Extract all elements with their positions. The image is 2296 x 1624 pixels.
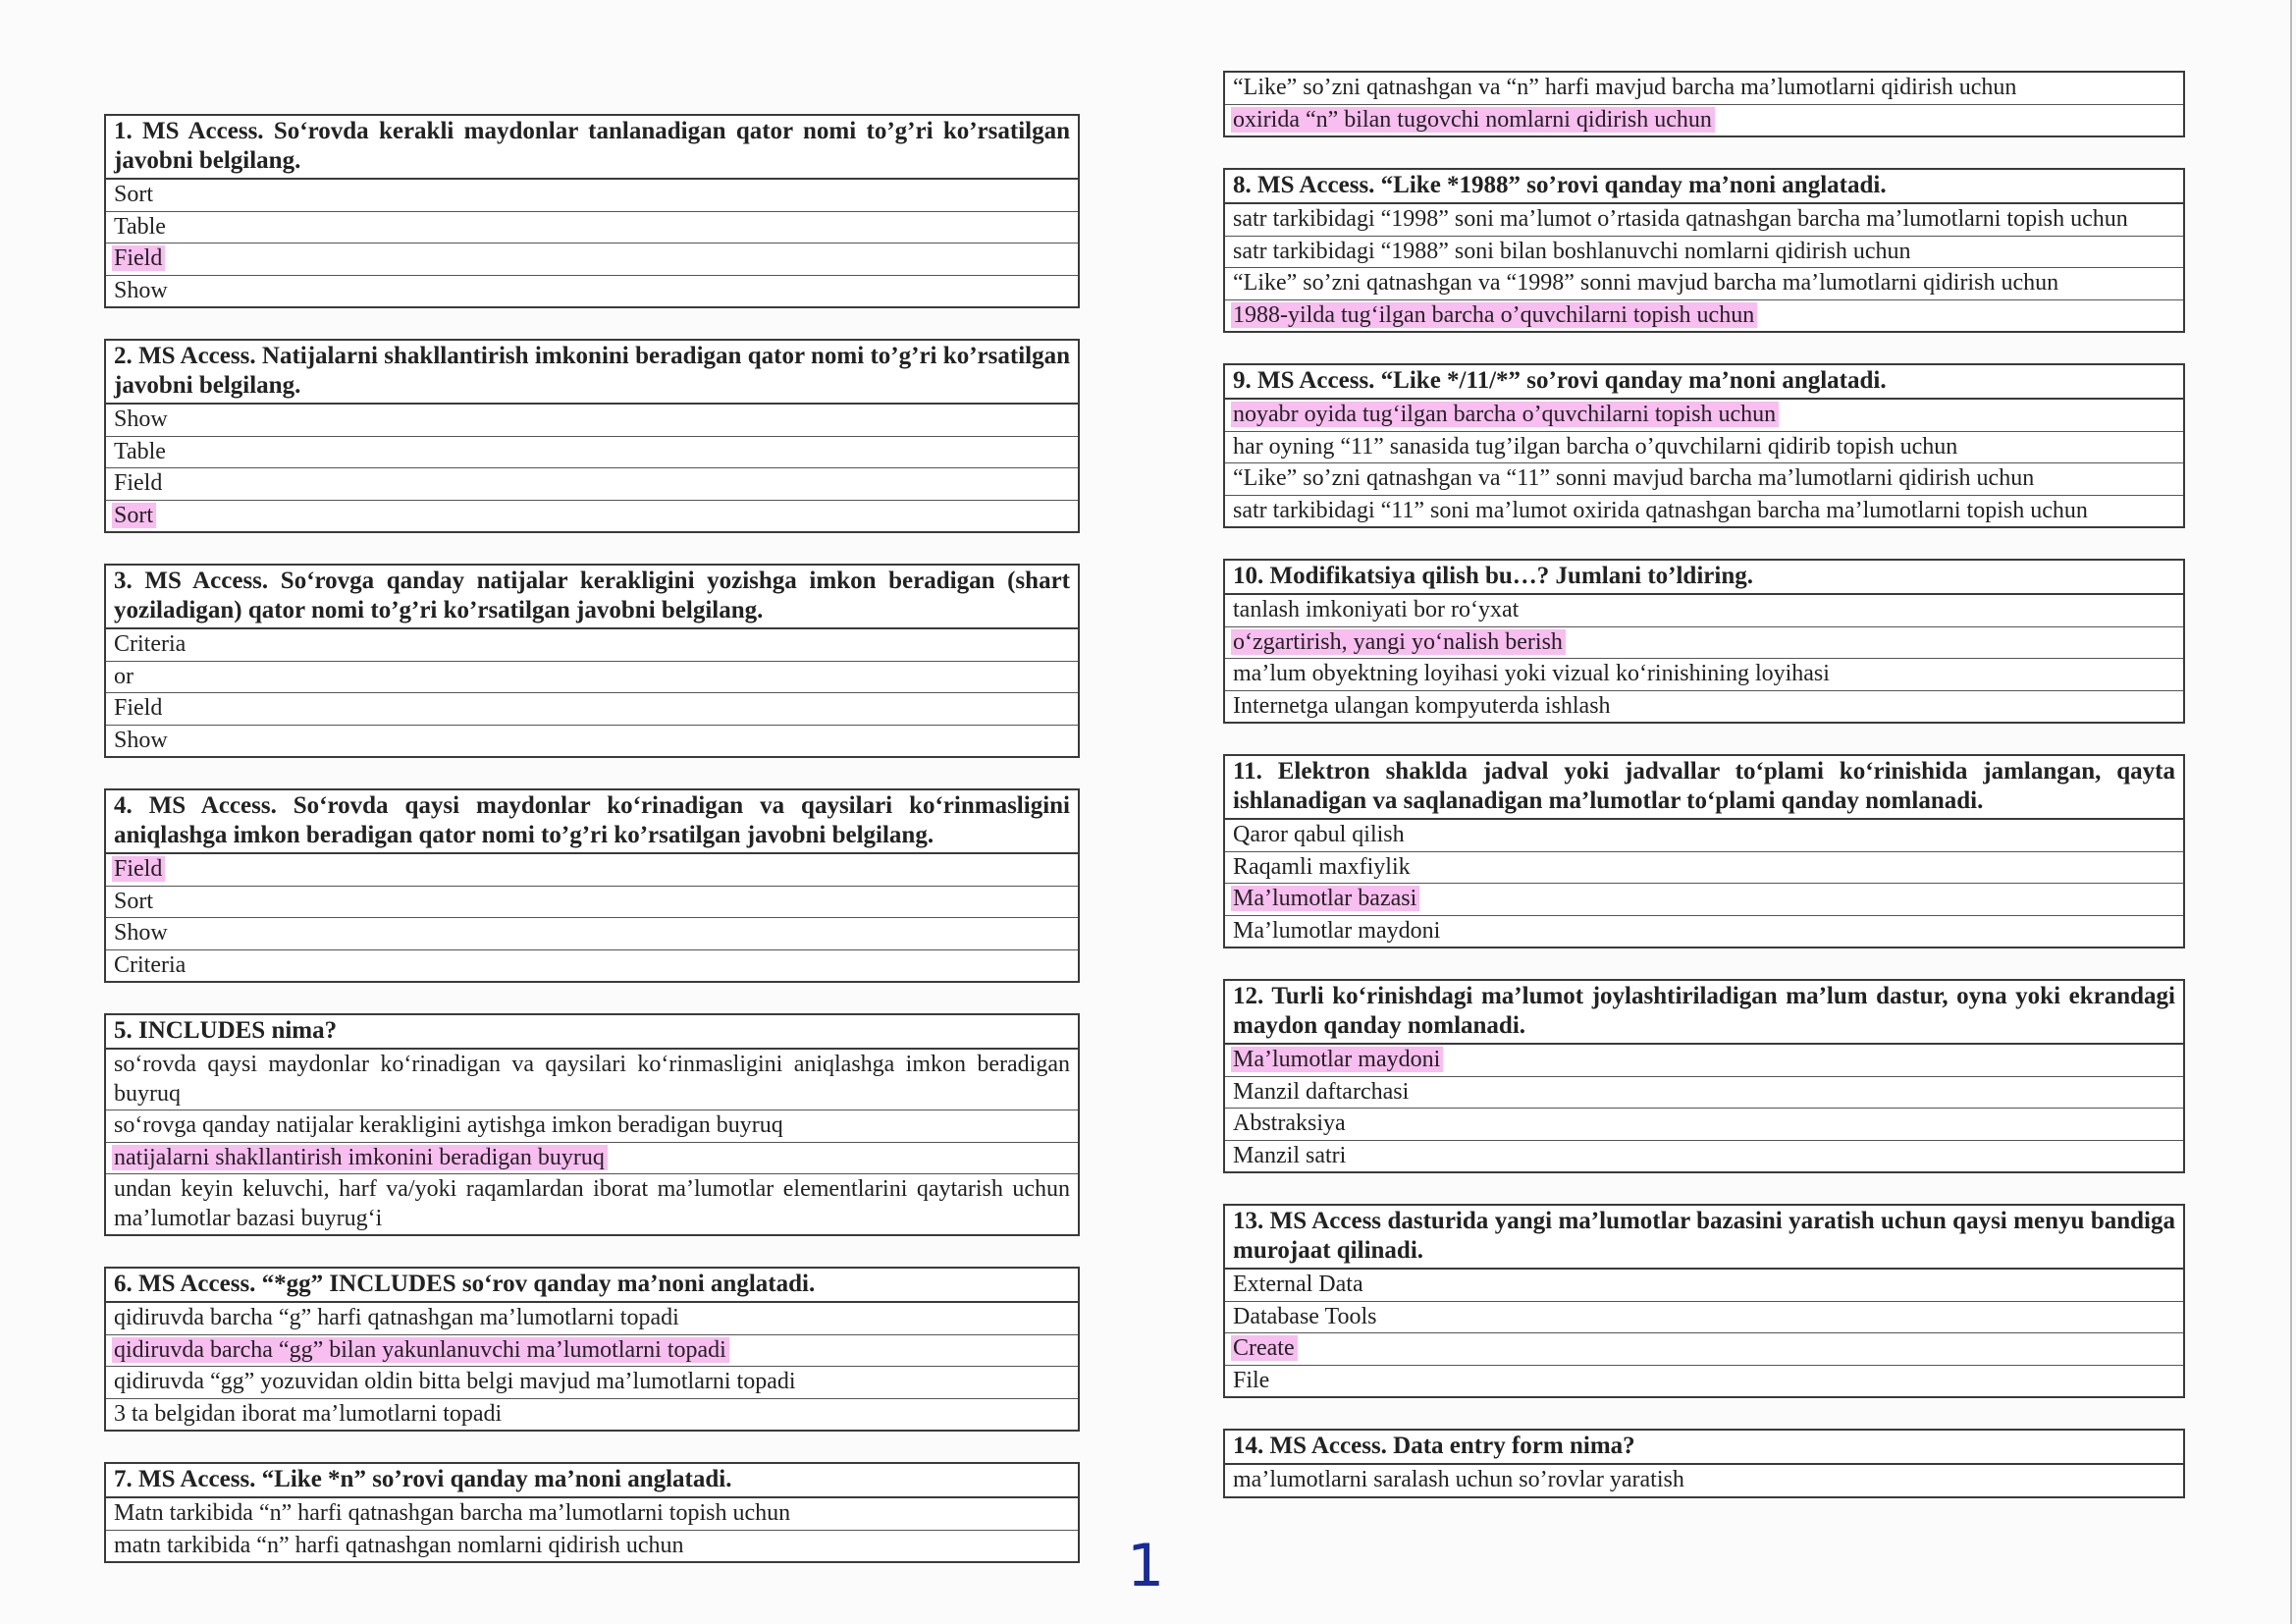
- answer-option: [106, 405, 1078, 437]
- answer-option: [1225, 496, 2183, 527]
- answer-text: or: [114, 663, 133, 689]
- answer-text: har oyning “11” sanasida tug’ilgan barcha o’quvchilarni qidirib topish uchun: [1233, 433, 1958, 460]
- answer-text: Manzil satri: [1233, 1142, 1347, 1168]
- left-question-box: [104, 564, 1080, 758]
- answer-option: [1225, 1109, 2183, 1141]
- answer-option: [106, 1335, 1078, 1368]
- highlighted-answer-text: 1988-yilda tug‘ilgan barcha o’quvchilarni topish uchun: [1231, 302, 1757, 328]
- answer-text: ma’lum obyektning loyihasi yoki vizual ko‘rinishining loyihasi: [1233, 661, 1830, 686]
- answer-text: satr tarkibidagi “1988” soni bilan boshlanuvchi nomlarni qidirish uchun: [1233, 238, 1911, 264]
- answer-text: Internetga ulangan kompyuterda ishlash: [1233, 692, 1611, 719]
- answer-option: [1225, 105, 2183, 136]
- question-text: 4. MS Access. So‘rovda qaysi maydonlar ko‘rinadigan va qaysilari ko‘rinmasligini aniqlashga imkon beradigan qator nomi to’g’ri ko’rsatilgan javobni belgilang.: [106, 790, 1078, 854]
- answer-text: Field: [114, 695, 163, 721]
- answer-option: [1225, 820, 2183, 852]
- answer-text: qidiruvda “gg” yozuvidan oldin bitta belgi mavjud ma’lumotlarni topadi: [114, 1369, 796, 1394]
- answer-option: [1225, 595, 2183, 627]
- answer-option: [106, 950, 1078, 982]
- highlighted-answer-text: Sort: [112, 503, 156, 528]
- question-text: 14. MS Access. Data entry form nima?: [1225, 1431, 2183, 1465]
- right-question-box: [1223, 979, 2185, 1173]
- highlighted-answer-text: Ma’lumotlar bazasi: [1231, 886, 1419, 911]
- answer-text: Criteria: [114, 951, 187, 978]
- answer-text: Ma’lumotlar maydoni: [1233, 917, 1441, 944]
- answer-option: [106, 1174, 1078, 1234]
- answer-option: [106, 1110, 1078, 1143]
- answer-option: [1225, 237, 2183, 269]
- answer-text: “Like” so’zni qatnashgan va “n” harfi mavjud barcha ma’lumotlarni qidirish uchun: [1233, 75, 2017, 100]
- highlighted-answer-text: o‘zgartirish, yangi yo‘nalish berish: [1231, 629, 1566, 655]
- answer-text: Matn tarkibida “n” harfi qatnashgan barcha ma’lumotlarni topish uchun: [114, 1500, 791, 1526]
- answer-text: “Like” so’zni qatnashgan va “11” sonni mavjud barcha ma’lumotlarni qidirish uchun: [1233, 465, 2035, 491]
- answer-option: [106, 244, 1078, 276]
- answer-text: Show: [114, 406, 168, 432]
- answer-option: [1225, 691, 2183, 723]
- question-text: 13. MS Access dasturida yangi ma’lumotlar bazasini yaratish uchun qaysi menyu bandiga murojaat qilinadi.: [1225, 1206, 2183, 1270]
- answer-text: so‘rovda qaysi maydonlar ko‘rinadigan va qaysilari ko‘rinmasligini aniqlashga imkon beradigan buyruq: [114, 1052, 1070, 1107]
- answer-option: [106, 1143, 1078, 1175]
- answer-option: [1225, 1270, 2183, 1302]
- answer-text: so‘rovga qanday natijalar kerakligini aytishga imkon beradigan buyruq: [114, 1112, 783, 1138]
- answer-option: [1225, 1141, 2183, 1172]
- highlighted-answer-text: Ma’lumotlar maydoni: [1231, 1047, 1443, 1072]
- answer-text: matn tarkibida “n” harfi qatnashgan nomlarni qidirish uchun: [114, 1532, 684, 1558]
- answer-option: [106, 693, 1078, 726]
- answer-option: [106, 501, 1078, 532]
- answer-option: [106, 1531, 1078, 1562]
- answer-option: [1225, 1366, 2183, 1397]
- answer-text: ma’lumotlarni saralash uchun so’rovlar yaratish: [1233, 1467, 1684, 1492]
- highlighted-answer-text: Field: [112, 245, 165, 271]
- highlighted-answer-text: oxirida “n” bilan tugovchi nomlarni qidirish uchun: [1231, 107, 1715, 133]
- answer-text: Table: [114, 213, 166, 240]
- answer-option: [1225, 463, 2183, 496]
- answer-option: [1225, 884, 2183, 916]
- answer-option: [106, 1303, 1078, 1335]
- answer-option: [106, 918, 1078, 950]
- answer-option: [106, 1050, 1078, 1110]
- answer-text: Sort: [114, 182, 154, 207]
- answer-text: satr tarkibidagi “11” soni ma’lumot oxirida qatnashgan barcha ma’lumotlarni topish uchun: [1233, 497, 2088, 523]
- answer-text: Raqamli maxfiylik: [1233, 853, 1411, 880]
- answer-option: [106, 276, 1078, 307]
- answer-text: Field: [114, 470, 163, 496]
- answer-option: [106, 1367, 1078, 1399]
- left-question-box: [104, 114, 1080, 308]
- right-question-box: [1223, 1429, 2185, 1498]
- answer-text: satr tarkibidagi “1998” soni ma’lumot o’rtasida qatnashgan barcha ma’lumotlarni topish uchun: [1233, 206, 2128, 232]
- answer-text: External Data: [1233, 1272, 1363, 1297]
- answer-option: [106, 1498, 1078, 1531]
- left-question-box: [104, 1267, 1080, 1432]
- answer-text: Manzil daftarchasi: [1233, 1078, 1410, 1105]
- left-question-box: [104, 1013, 1080, 1236]
- answer-text: Show: [114, 920, 168, 946]
- answer-text: Show: [114, 277, 168, 303]
- answer-text: File: [1233, 1367, 1270, 1393]
- right-question-box: [1223, 1204, 2185, 1398]
- answer-text: Table: [114, 438, 166, 464]
- answer-option: [106, 887, 1078, 919]
- question-text: 2. MS Access. Natijalarni shakllantirish imkonini beradigan qator nomi to’g’ri ko’rsatilgan javobni belgilang.: [106, 341, 1078, 405]
- answer-option: [106, 662, 1078, 694]
- answer-option: [106, 437, 1078, 469]
- answer-option: [106, 180, 1078, 212]
- answer-option: [1225, 1465, 2183, 1496]
- answer-option: [1225, 73, 2183, 105]
- question-text: 1. MS Access. So‘rovda kerakli maydonlar tanlanadigan qator nomi to’g’ri ko’rsatilgan javobni belgilang.: [106, 116, 1078, 180]
- answer-text: undan keyin keluvchi, harf va/yoki raqamlardan iborat ma’lumotlar elementlarini qaytarish uchun ma’lumotlar bazasi buyrug‘i: [114, 1176, 1070, 1231]
- answer-option: [1225, 300, 2183, 332]
- right-question-box: [1223, 168, 2185, 333]
- question-text: 9. MS Access. “Like */11/*” so’rovi qanday ma’noni anglatadi.: [1225, 365, 2183, 400]
- answer-text: tanlash imkoniyati bor ro‘yxat: [1233, 597, 1520, 623]
- answer-text: Abstraksiya: [1233, 1110, 1346, 1136]
- left-question-box: [104, 339, 1080, 533]
- answer-text: qidiruvda barcha “g” harfi qatnashgan ma’lumotlarni topadi: [114, 1305, 679, 1330]
- answer-text: Criteria: [114, 631, 187, 657]
- answer-option: [1225, 916, 2183, 947]
- answer-option: [1225, 1077, 2183, 1110]
- question-text: 5. INCLUDES nima?: [106, 1015, 1078, 1050]
- answer-option: [1225, 400, 2183, 432]
- left-question-box: [104, 788, 1080, 983]
- answer-text: Sort: [114, 888, 154, 914]
- answer-option: [1225, 268, 2183, 300]
- question-text: 10. Modifikatsiya qilish bu…? Jumlani to’ldiring.: [1225, 561, 2183, 595]
- question-text: 12. Turli ko‘rinishdagi ma’lumot joylashtiriladigan ma’lum dastur, oyna yoki ekrandagi maydon qanday nomlanadi.: [1225, 981, 2183, 1045]
- answer-option: [1225, 1302, 2183, 1334]
- answer-text: Database Tools: [1233, 1303, 1377, 1329]
- highlighted-answer-text: Field: [112, 856, 165, 882]
- question-text: 6. MS Access. “*gg” INCLUDES so‘rov qanday ma’noni anglatadi.: [106, 1269, 1078, 1303]
- answer-option: [1225, 852, 2183, 885]
- answer-text: Show: [114, 727, 168, 753]
- answer-option: [1225, 627, 2183, 660]
- answer-option: [106, 212, 1078, 244]
- answer-option: [1225, 1045, 2183, 1077]
- highlighted-answer-text: qidiruvda barcha “gg” bilan yakunlanuvchi ma’lumotlarni topadi: [112, 1337, 729, 1363]
- question-text: 8. MS Access. “Like *1988” so’rovi qanday ma’noni anglatadi.: [1225, 170, 2183, 204]
- answer-option: [1225, 432, 2183, 464]
- answer-option: [1225, 204, 2183, 237]
- answer-text: 3 ta belgidan iborat ma’lumotlarni topadi: [114, 1400, 503, 1427]
- highlighted-answer-text: Create: [1231, 1335, 1298, 1361]
- answer-text: “Like” so’zni qatnashgan va “1998” sonni mavjud barcha ma’lumotlarni qidirish uchun: [1233, 270, 2059, 296]
- answer-option: [106, 854, 1078, 887]
- right-question-box: [1223, 559, 2185, 724]
- answer-option: [106, 726, 1078, 757]
- left-question-box: [104, 1462, 1080, 1563]
- answer-text: Qaror qabul qilish: [1233, 822, 1405, 847]
- left-question-column: [104, 114, 1080, 1594]
- page-edge-line: [2290, 0, 2292, 1624]
- answer-option: [106, 629, 1078, 662]
- answer-option: [106, 468, 1078, 501]
- right-question-box: [1223, 754, 2185, 948]
- right-question-column: [1223, 71, 2185, 1529]
- question-text: 3. MS Access. So‘rovga qanday natijalar kerakligini yozishga imkon beradigan (shart yoziladigan) qator nomi to’g’ri ko’rsatilgan javobni belgilang.: [106, 566, 1078, 629]
- right-question-box: [1223, 71, 2185, 137]
- highlighted-answer-text: natijalarni shakllantirish imkonini beradigan buyruq: [112, 1145, 608, 1170]
- answer-option: [1225, 1333, 2183, 1366]
- right-question-box: [1223, 363, 2185, 528]
- question-text: 7. MS Access. “Like *n” so’rovi qanday ma’noni anglatadi.: [106, 1464, 1078, 1498]
- answer-option: [106, 1399, 1078, 1431]
- answer-option: [1225, 659, 2183, 691]
- question-text: 11. Elektron shaklda jadval yoki jadvallar to‘plami ko‘rinishida jamlangan, qayta ishlanadigan va saqlanadigan ma’lumotlar to‘plami qanday nomlanadi.: [1225, 756, 2183, 820]
- highlighted-answer-text: noyabr oyida tug‘ilgan barcha o’quvchilarni topish uchun: [1231, 402, 1779, 427]
- handwritten-page-number: 1: [1127, 1532, 1165, 1600]
